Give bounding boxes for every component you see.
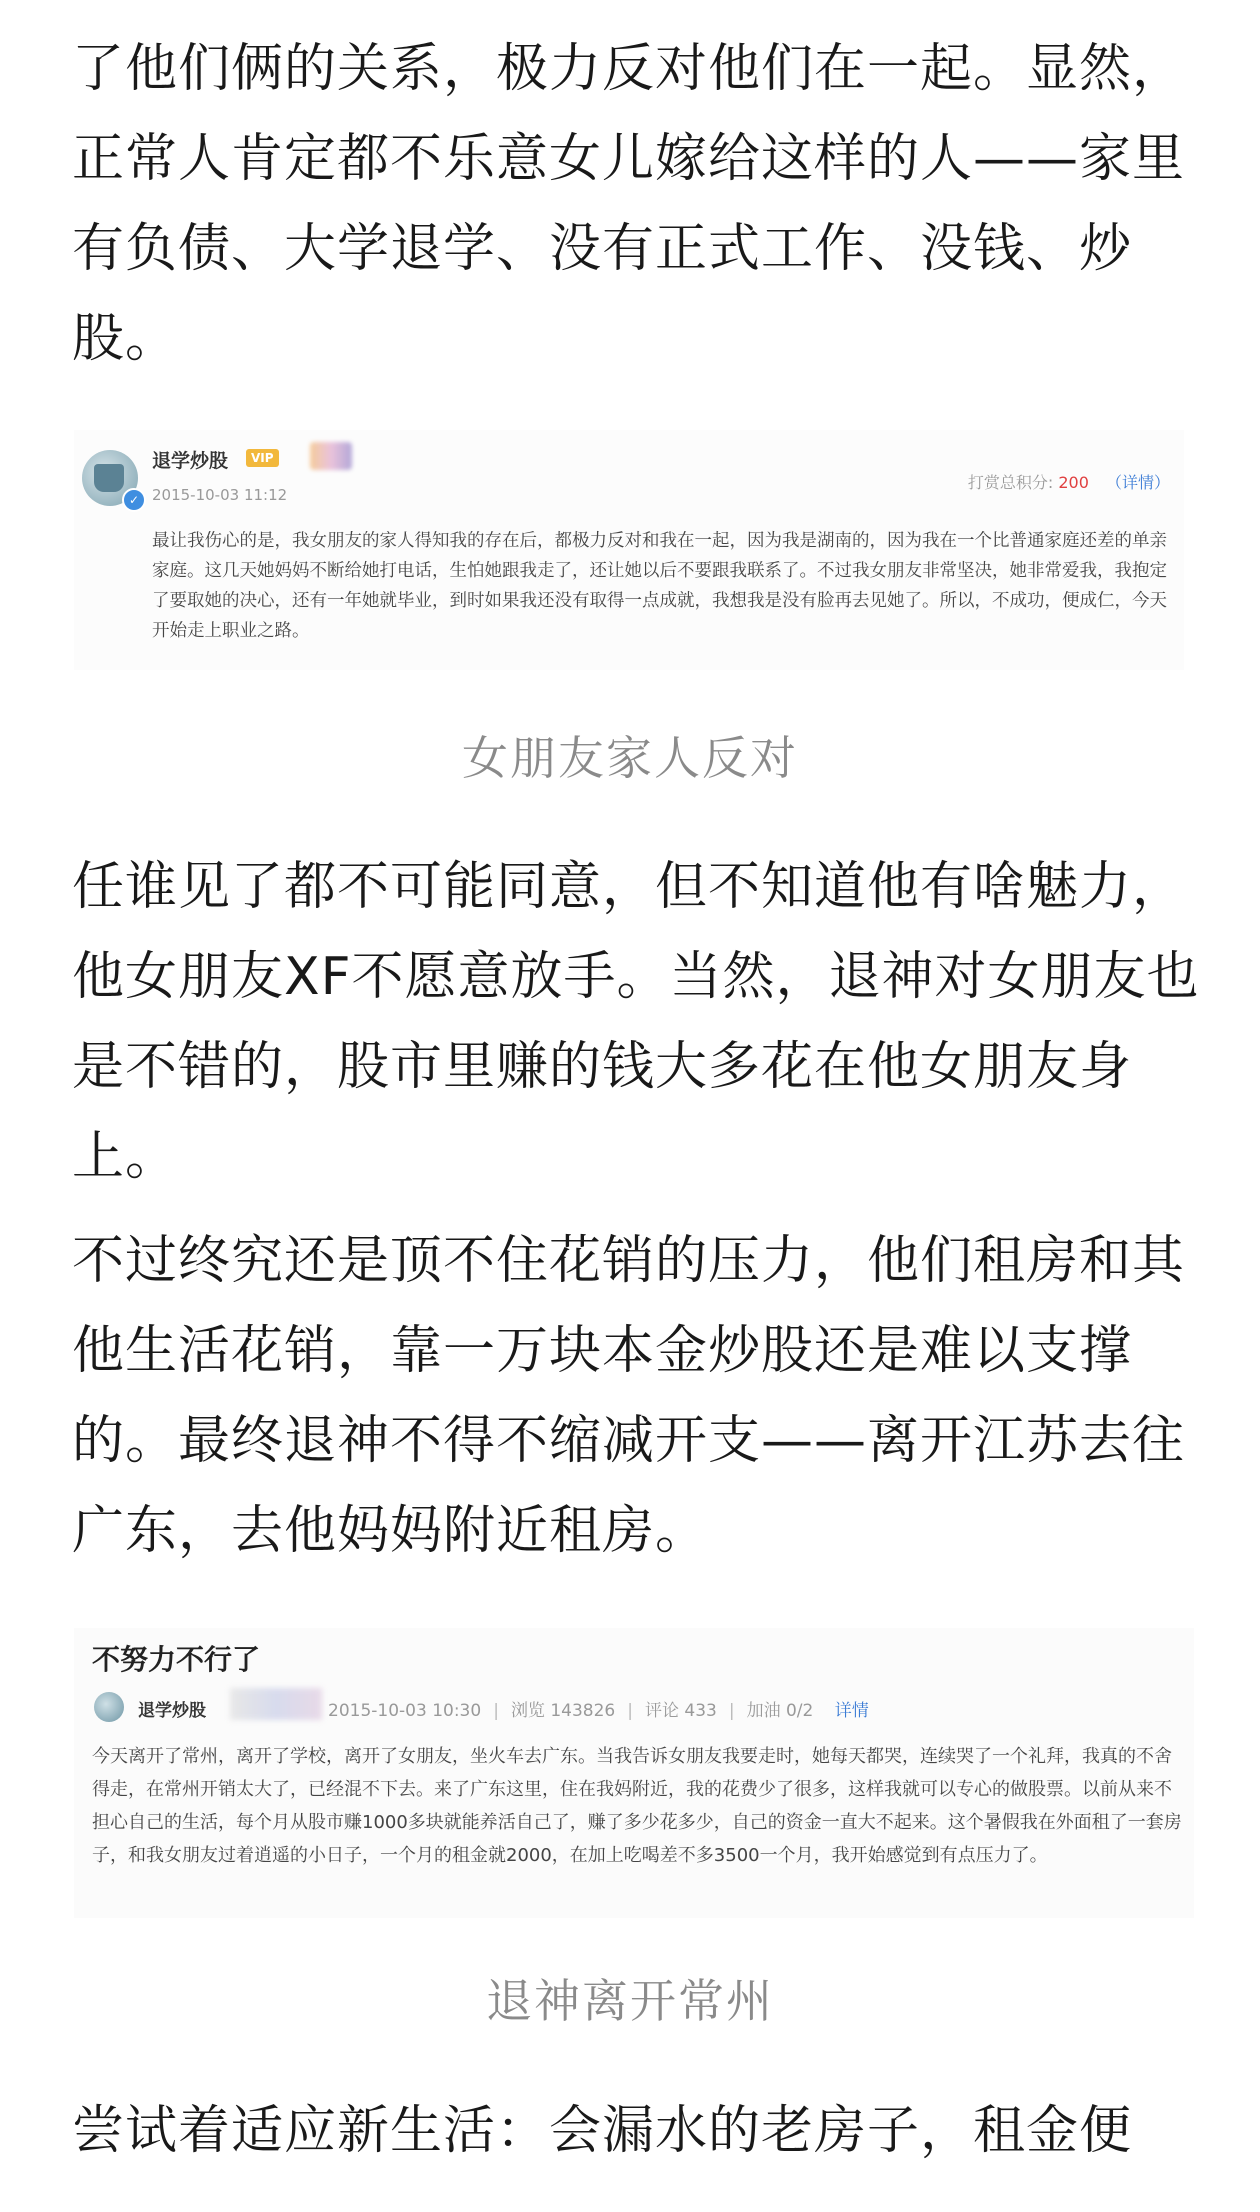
post-screenshot-1 (74, 430, 1184, 670)
image-caption-1: 女朋友家人反对 (462, 731, 798, 785)
post-username: 退学炒股 (152, 450, 229, 472)
reward-value: 200 (1058, 473, 1089, 492)
reward-label: 打赏总积分: (967, 473, 1054, 492)
post-meta: 2015-10-03 10:30 | 浏览 143826 | 评论 433 | 加油 0/2 详情 (328, 1701, 869, 1721)
blurred-badge (310, 442, 352, 470)
bonus-count: 加油 0/2 (746, 1701, 814, 1721)
post-date: 2015-10-03 11:12 (152, 486, 288, 504)
post-date: 2015-10-03 10:30 (328, 1701, 482, 1721)
reward-info (968, 470, 1170, 493)
image-caption-2: 退神离开常州 (486, 1974, 774, 2028)
detail-link[interactable]: 详情 (834, 1701, 869, 1721)
article-paragraph-1: 了他们俩的关系，极力反对他们在一起。显然，正常人肯定都不乐意女儿嫁给这样的人——家里有负债、大学退学、没有正式工作、没钱、炒股。 (72, 39, 1186, 369)
article-paragraph-2: 任谁见了都不可能同意，但不知道他有啥魅力，他女朋友XF不愿意放手。当然，退神对女朋友也是不错的，股市里赚的钱大多花在他女朋友身上。 (72, 857, 1200, 1187)
post-body: 最让我伤心的是，我女朋友的家人得知我的存在后，都极力反对和我在一起，因为我是湖南的，因为我在一个比普通家庭还差的单亲家庭。这几天她妈妈不断给她打电话，生怕她跟我走了，还让她以后不要跟我联系了。不过我女朋友非常坚决，她非常爱我，我抱定了要取她的决心，还有一年她就毕业，到时如果我还没有取得一点成就，我想我是没有脸再去见她了。所以，不成功，便成仁，今天开始走上职业之路。 (152, 531, 1167, 641)
user-avatar (94, 1692, 124, 1722)
article-paragraph-3: 不过终究还是顶不住花销的压力，他们租房和其他生活花销，靠一万块本金炒股还是难以支撑的。最终退神不得不缩减开支——离开江苏去往广东，去他妈妈附近租房。 (72, 1231, 1186, 1561)
verified-icon: ✓ (122, 488, 146, 512)
comment-count: 评论 433 (644, 1701, 717, 1721)
view-count: 浏览 143826 (510, 1701, 616, 1721)
vip-badge: VIP (246, 449, 279, 467)
detail-link[interactable]: （详情） (1105, 473, 1170, 492)
post-title: 不努力不行了 (92, 1643, 261, 1676)
post-username: 退学炒股 (138, 1701, 206, 1721)
clipped-top-line (72, 0, 1202, 6)
post-body: 今天离开了常州，离开了学校，离开了女朋友，坐火车去广东。当我告诉女朋友我要走时，她每天都哭，连续哭了一个礼拜，我真的不舍得走，在常州开销太大了，已经混不下去。来了广东这里，住在我妈附近，我的花费少了很多，这样我就可以专心的做股票。以前从来不担心自己的生活，每个月从股市赚1000多块就能养活自己了，赚了多少花多少，自己的资金一直大不起来。这个暑假我在外面租了一套房子，和我女朋友过着逍遥的小日子，一个月的租金就2000，在加上吃喝差不多3500一个月，我开始感觉到有点压力了。 (92, 1746, 1182, 1866)
article-paragraph-4: 尝试着适应新生活：会漏水的老房子，租金便 (72, 2101, 1133, 2161)
post-screenshot-2 (74, 1628, 1194, 1918)
blurred-badge (230, 1688, 322, 1720)
